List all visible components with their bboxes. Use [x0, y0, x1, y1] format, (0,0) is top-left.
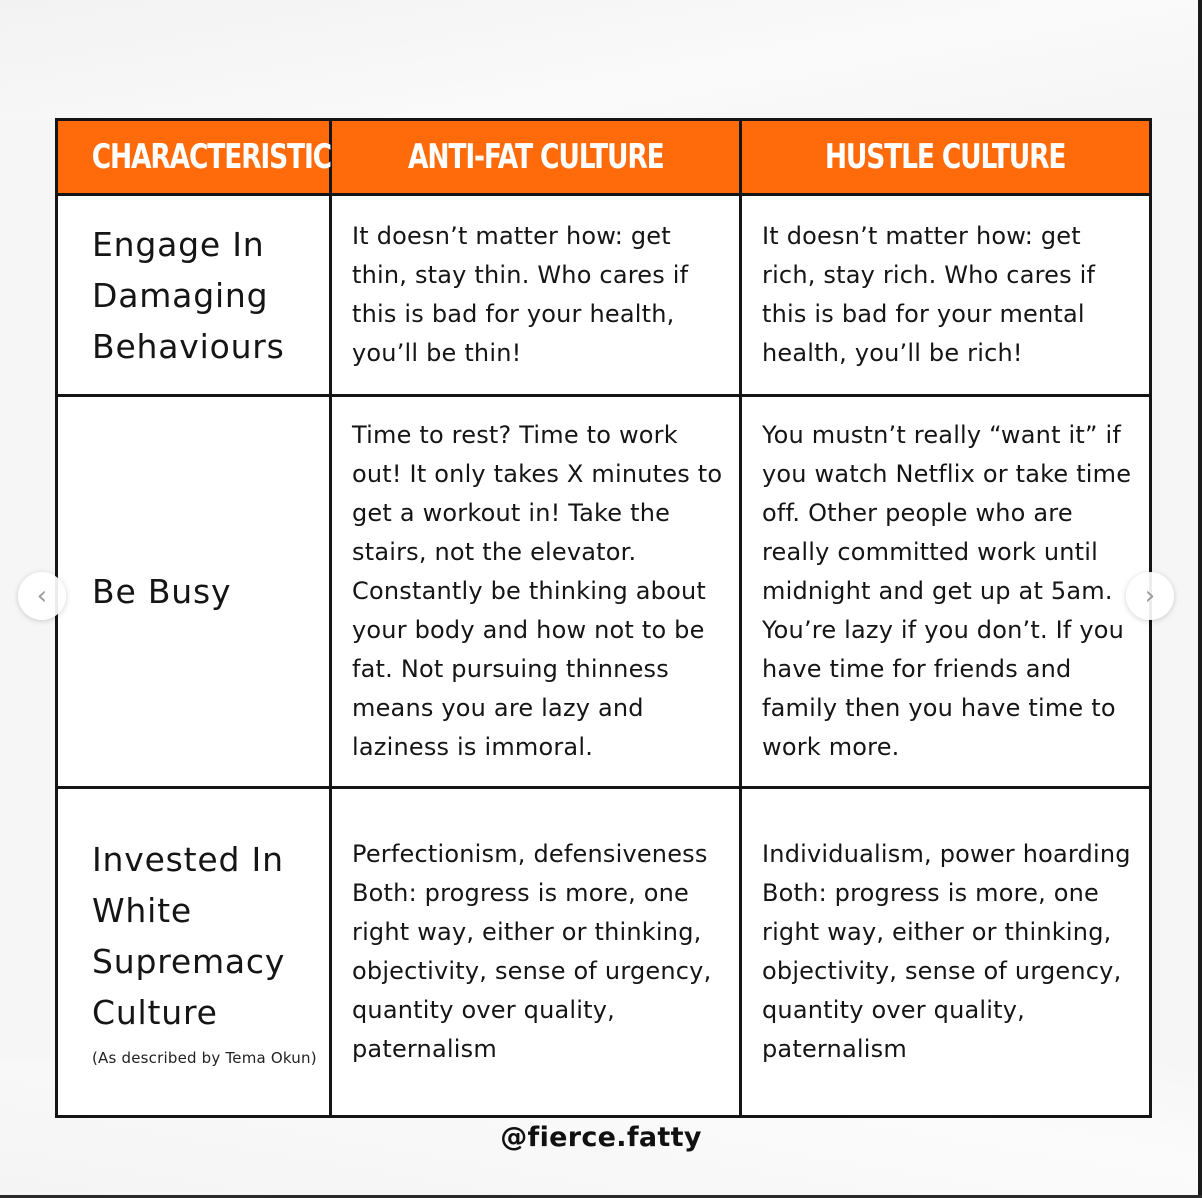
comparison-table [55, 118, 1152, 1118]
background-top [0, 0, 1202, 120]
right-edge-divider [1198, 0, 1202, 1198]
table-row [57, 788, 1151, 1117]
row-label-damaging-behaviours: Engage In Damaging Behaviours [57, 195, 331, 396]
cell-anti-fat-be-busy: Time to rest? Time to work out! It only takes X minutes to get a workout in! Take the stairs, not the elevator. Constantly be thinking about your body and how not to be fat. Not pursuing thinness means you are lazy and laziness is immoral. [331, 396, 741, 788]
cell-hustle-damaging-behaviours: It doesn’t matter how: get rich, stay rich. Who cares if this is bad for your mental health, you’ll be rich! [741, 195, 1151, 396]
header-characteristic: CHARACTERISTIC [57, 120, 331, 195]
carousel-prev-button[interactable] [18, 572, 66, 620]
chevron-right-icon: › [1144, 581, 1156, 611]
header-row [57, 120, 1151, 195]
carousel-next-button[interactable] [1126, 572, 1174, 620]
row-label-note: (As described by Tema Okun) [92, 1049, 317, 1067]
cell-anti-fat-damaging-behaviours: It doesn’t matter how: get thin, stay thin. Who cares if this is bad for your health, you’ll be thin! [331, 195, 741, 396]
header-hustle-culture: HUSTLE CULTURE [741, 120, 1151, 195]
row-label-be-busy: Be Busy [57, 396, 331, 788]
cell-hustle-white-supremacy [741, 788, 1151, 1117]
cell-line: Perfectionism, defensiveness [352, 840, 708, 868]
row-label-text: Invested In White Supremacy Culture [92, 840, 286, 1032]
table-row [57, 396, 1151, 788]
header-anti-fat-culture: ANTI-FAT CULTURE [331, 120, 741, 195]
cell-line: Both: progress is more, one right way, either or thinking, objectivity, sense of urgency, quantity over quality, paternalism [762, 879, 1122, 1063]
cell-line: Individualism, power hoarding [762, 840, 1131, 868]
cell-line: Both: progress is more, one right way, either or thinking, objectivity, sense of urgency, quantity over quality, paternalism [352, 879, 712, 1063]
cell-hustle-be-busy: You mustn’t really “want it” if you watch Netflix or take time off. Other people who are really committed work until midnight and get up at 5am. You’re lazy if you don’t. If you have time for friends and family then you have time to work more. [741, 396, 1151, 788]
table-row [57, 195, 1151, 396]
account-handle: @fierce.fatty [500, 1122, 702, 1153]
chevron-left-icon: ‹ [36, 581, 48, 611]
cell-anti-fat-white-supremacy [331, 788, 741, 1117]
row-label-white-supremacy-culture [57, 788, 331, 1117]
